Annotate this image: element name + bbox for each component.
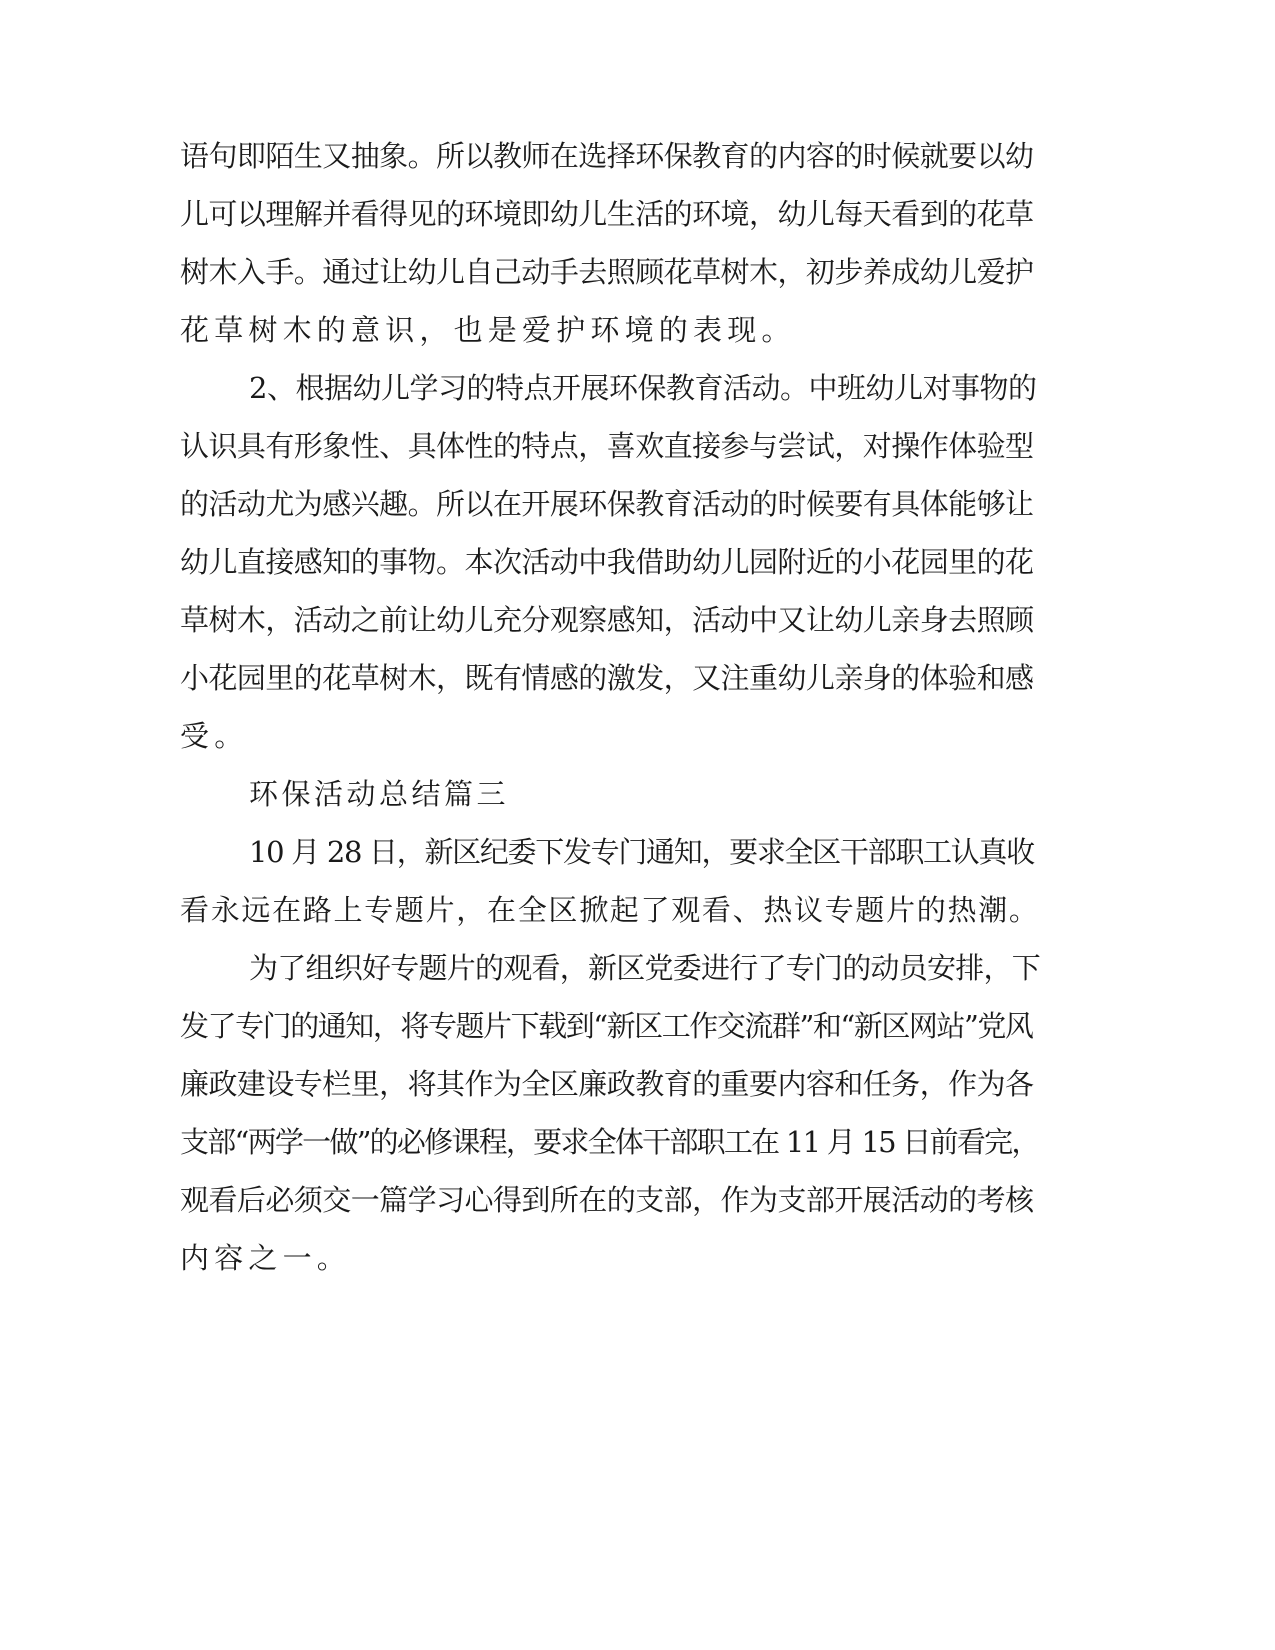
text-line: 廉政建设专栏里，将其作为全区廉政教育的重要内容和任务，作为各 (180, 1067, 1034, 1101)
text-line: 观看后必须交一篇学习心得到所在的支部，作为支部开展活动的考核 (180, 1183, 1034, 1217)
text-line: 10 月 28 日，新区纪委下发专门通知，要求全区干部职工认真收 (249, 835, 1034, 869)
text-line: 树木入手。通过让幼儿自己动手去照顾花草树木，初步养成幼儿爱护 (180, 255, 1034, 289)
text-line: 认识具有形象性、具体性的特点，喜欢直接参与尝试，对操作体验型 (180, 429, 1034, 463)
text-line: 为了组织好专题片的观看，新区党委进行了专门的动员安排，下 (249, 951, 1041, 985)
text-line: 小花园里的花草树木，既有情感的激发，又注重幼儿亲身的体验和感 (180, 661, 1034, 695)
text-line: 看永远在路上专题片，在全区掀起了观看、热议专题片的热潮。 (180, 893, 1040, 927)
text-line: 幼儿直接感知的事物。本次活动中我借助幼儿园附近的小花园里的花 (180, 545, 1034, 579)
section-heading: 环保活动总结篇三 (249, 777, 510, 811)
text-line: 支部“两学一做”的必修课程，要求全体干部职工在 11 月 15 日前看完， (180, 1125, 1039, 1159)
text-line: 儿可以理解并看得见的环境即幼儿生活的环境，幼儿每天看到的花草 (180, 197, 1034, 231)
text-line: 语句即陌生又抽象。所以教师在选择环保教育的内容的时候就要以幼 (180, 139, 1034, 173)
text-line: 2、根据幼儿学习的特点开展环保教育活动。中班幼儿对事物的 (249, 371, 1037, 405)
text-line: 受。 (180, 719, 249, 753)
text-line: 发了专门的通知，将专题片下载到“新区工作交流群”和“新区网站”党风 (180, 1009, 1033, 1043)
text-line: 草树木，活动之前让幼儿充分观察感知，活动中又让幼儿亲身去照顾 (180, 603, 1034, 637)
text-line: 花草树木的意识，也是爱护环境的表现。 (180, 313, 796, 347)
text-line: 内容之一。 (180, 1241, 352, 1275)
text-line: 的活动尤为感兴趣。所以在开展环保教育活动的时候要有具体能够让 (180, 487, 1034, 521)
